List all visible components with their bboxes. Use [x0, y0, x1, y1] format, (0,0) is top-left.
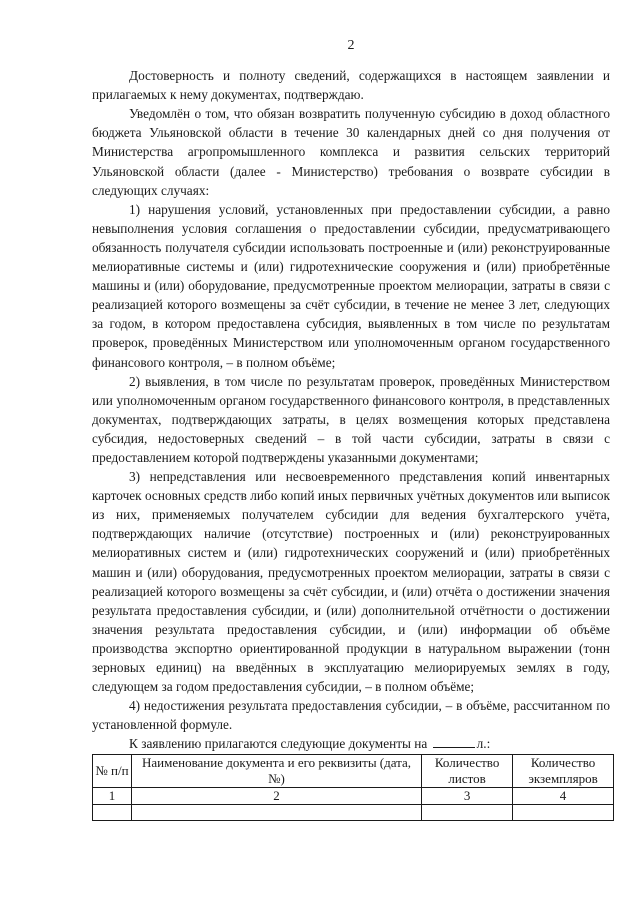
table-cell[interactable] [93, 805, 132, 821]
header-document-name: Наименование документа и его реквизиты (дата, №) [131, 755, 421, 788]
page-number: 2 [347, 38, 355, 53]
table-cell: 2 [131, 788, 421, 805]
table-cell[interactable] [513, 805, 614, 821]
attachments-table [92, 754, 614, 821]
table-cell: 1 [93, 788, 132, 805]
sheet-count-blank[interactable] [433, 735, 475, 748]
paragraph-case-1: 1) нарушения условий, установленных при предоставлении субсидии, а равно невыполнения условия соглашения о предоставлении субсидии, предусматривающего обязанность получателя субсидии использовать построенные и (или) реконструированные мелиоративные системы и (или) гидротехнические сооружения и (или) приобретённые машины и (или) оборудование, предусмотренные проектом мелиорации, затраты в связи с реализацией которого возмещены за счёт субсидии, в течение не менее 3 лет, следующих за годом, в котором предоставлена субсидия, выявленных в том числе по результатам проверок, проведённых Министерством или уполномоченным органом государственного финансового контроля, – в полном объёме; [92, 201, 610, 370]
table-header-row [93, 755, 614, 788]
table-row [93, 805, 614, 821]
table-cell: 4 [513, 788, 614, 805]
header-number: № п/п [93, 755, 132, 788]
attachments-prefix: К заявлению прилагаются следующие документы на [129, 736, 428, 752]
paragraph-confirmation: Достоверность и полноту сведений, содержащихся в настоящем заявлении и прилагаемых к нему документах, подтверждаю. [92, 68, 610, 103]
attachments-suffix: л.: [476, 736, 491, 752]
paragraph-case-2: 2) выявления, в том числе по результатам проверок, проведённых Министерством или уполномоченным органом государственного финансового контроля, в представленных документах, подтверждающих затраты, в целях возмещения которых представлена субсидия, недостоверных сведений – в той части субсидии, затраты в связи с предоставлением которой подтверждены указанными документами; [92, 373, 610, 465]
table-cell: 3 [422, 788, 513, 805]
paragraph-notice: Уведомлён о том, что обязан возвратить полученную субсидию в доход областного бюджета Ульяновской области в течение 30 календарных дней со дня получения от Министерства агропромышленного комплекса и развития сельских территорий Ульяновской области (далее - Министерство) требования о возврате субсидии в следующих случаях: [92, 106, 610, 198]
header-sheet-count: Количество листов [422, 755, 513, 788]
paragraph-case-4: 4) недостижения результата предоставления субсидии, – в объёме, рассчитанном по установленной формуле. [92, 698, 610, 733]
table-cell[interactable] [131, 805, 421, 821]
paragraph-case-3: 3) непредставления или несвоевременного представления копий инвентарных карточек основных средств либо копий иных первичных учётных документов или выписок из них, применяемых получателем субсидии для ведения бухгалтерского учёта, подтверждающих наличие (отсутствие) построенных и (или) реконструированных мелиоративных систем и (или) гидротехнических сооружений и (или) приобретённых машин и (или) оборудования, предусмотренных проектом мелиорации, затраты в связи с реализацией которого возмещены за счёт субсидии, и (или) отчёта о достижении значения результата предоставления субсидии, и (или) дополнительной отчётности о достижении значения результата предоставления субсидии, и (или) информации об объёме производства экспортно ориентированной продукции в натуральном выражении (тонн зерновых единиц) на введённых в эксплуатацию мелиорируемых землях в году, следующем за годом предоставления субсидии, – в полном объёме; [92, 469, 610, 695]
attachments-line [92, 734, 610, 753]
table-cell[interactable] [422, 805, 513, 821]
header-copy-count: Количество экземпляров [513, 755, 614, 788]
table-row [93, 788, 614, 805]
